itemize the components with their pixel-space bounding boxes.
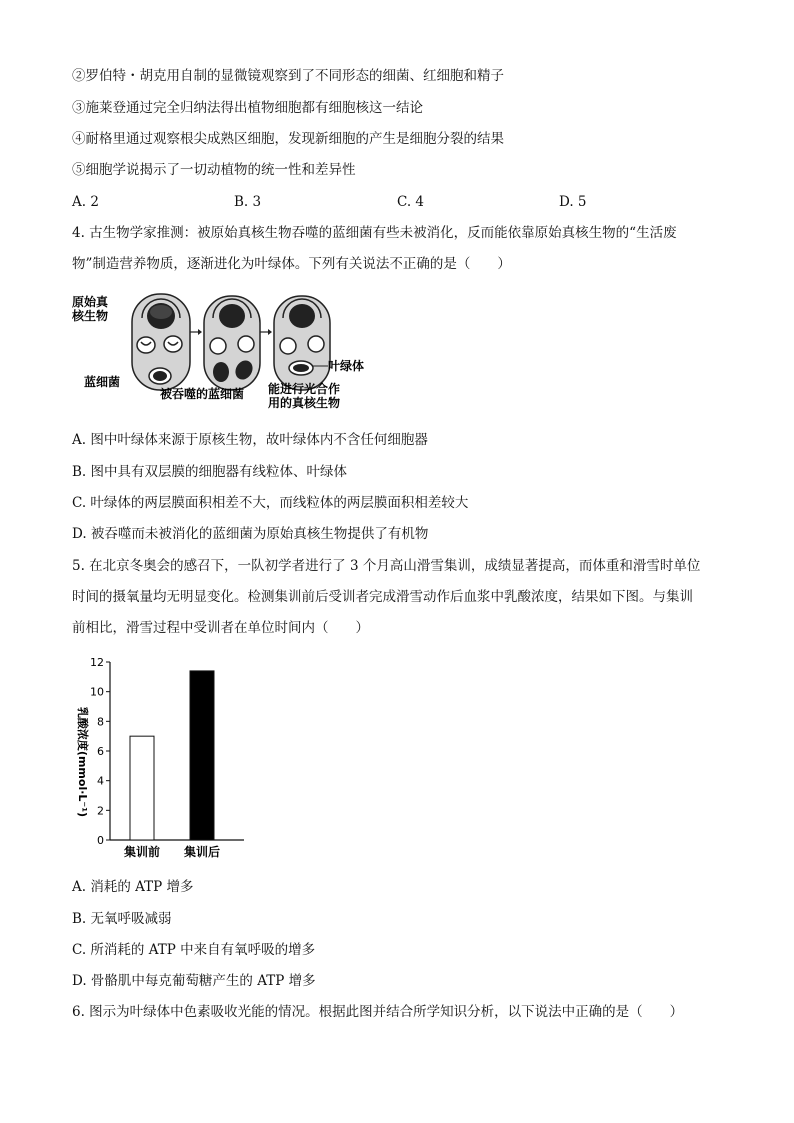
chart-y-tick-label: 6 — [97, 745, 104, 758]
q5-stem-line1: 5. 在北京冬奥会的感召下，一队初学者进行了 3 个月高山滑雪集训，成绩显著提高，而体重和滑雪时单位 — [72, 558, 701, 574]
q3-option-b: B. 3 — [234, 194, 262, 210]
label-photosynthetic-eukaryote-2: 用的真核生物 — [268, 396, 341, 410]
q5-option-b: B. 无氧呼吸减弱 — [72, 911, 172, 927]
chart-category-label: 集训后 — [183, 845, 221, 859]
chart-y-axis-label: 乳酸浓度(mmol·L⁻¹) — [76, 706, 89, 818]
q4-option-a: A. 图中叶绿体来源于原核生物，故叶绿体内不含任何细胞器 — [72, 432, 428, 448]
q4-option-c: C. 叶绿体的两层膜面积相差不大，而线粒体的两层膜面积相差较大 — [72, 495, 469, 511]
label-engulfed-cyanobacterium: 被吞噬的蓝细菌 — [160, 387, 245, 401]
arrow-icon — [268, 329, 272, 335]
statement-2: ②罗伯特・胡克用自制的显微镜观察到了不同形态的细菌、红细胞和精子 — [72, 68, 504, 84]
statement-3: ③施莱登通过完全归纳法得出植物细胞都有细胞核这一结论 — [72, 100, 423, 116]
chart-bar — [190, 671, 214, 840]
arrow-icon — [198, 329, 202, 335]
chart-category-label: 集训前 — [123, 845, 161, 859]
q4-option-d: D. 被吞噬而未被消化的蓝细菌为原始真核生物提供了有机物 — [72, 526, 429, 542]
q4-option-b: B. 图中具有双层膜的细胞器有线粒体、叶绿体 — [72, 464, 348, 480]
statement-5: ⑤细胞学说揭示了一切动植物的统一性和差异性 — [72, 162, 356, 178]
lactate-bar-chart — [72, 652, 252, 867]
chart-y-tick-label: 0 — [97, 834, 104, 847]
q5-option-d: D. 骨骼肌中每克葡萄糖产生的 ATP 增多 — [72, 973, 316, 989]
chart-y-tick-label: 10 — [90, 685, 104, 699]
q3-option-a: A. 2 — [72, 194, 99, 210]
q6-stem: 6. 图示为叶绿体中色素吸收光能的情况。根据此图并结合所学知识分析，以下说法中正确的是（ ） — [72, 1004, 684, 1020]
cyanobacterium — [149, 368, 171, 384]
q3-option-c: C. 4 — [397, 194, 425, 210]
q5-option-a: A. 消耗的 ATP 增多 — [72, 879, 194, 895]
label-primitive-eukaryote-2: 核生物 — [72, 309, 109, 323]
statement-4: ④耐格里通过观察根尖成熟区细胞，发现新细胞的产生是细胞分裂的结果 — [72, 131, 504, 147]
q4-stem-line2: 物”制造营养物质，逐渐进化为叶绿体。下列有关说法不正确的是（ ） — [72, 256, 511, 272]
q5-stem-line3: 前相比，滑雪过程中受训者在单位时间内（ ） — [72, 620, 369, 636]
chart-bar — [130, 736, 154, 840]
q5-stem-line2: 时间的摄氧量均无明显变化。检测集训前后受训者完成滑雪动作后血浆中乳酸浓度，结果如下图。与集训 — [72, 589, 693, 605]
chart-y-tick-label: 12 — [90, 656, 104, 669]
label-chloroplast: 叶绿体 — [328, 359, 365, 373]
chart-y-tick-label: 8 — [97, 715, 104, 729]
photosynthetic-eukaryote-cell — [274, 296, 330, 390]
chart-y-tick-label: 2 — [97, 804, 104, 818]
q5-option-c: C. 所消耗的 ATP 中来自有氧呼吸的增多 — [72, 942, 316, 958]
cell-with-engulfed-cyanobacteria — [204, 296, 260, 390]
q4-stem-line1: 4. 古生物学家推测：被原始真核生物吞噬的蓝细菌有些未被消化，反而能依靠原始真核生物的“生活废 — [72, 225, 677, 241]
label-cyanobacterium: 蓝细菌 — [84, 375, 121, 389]
label-photosynthetic-eukaryote-1: 能进行光合作 — [268, 382, 341, 396]
label-primitive-eukaryote-1: 原始真 — [72, 295, 109, 309]
chart-y-tick-label: 4 — [97, 774, 104, 788]
endosymbiosis-figure — [70, 286, 370, 416]
q3-option-d: D. 5 — [559, 194, 587, 210]
